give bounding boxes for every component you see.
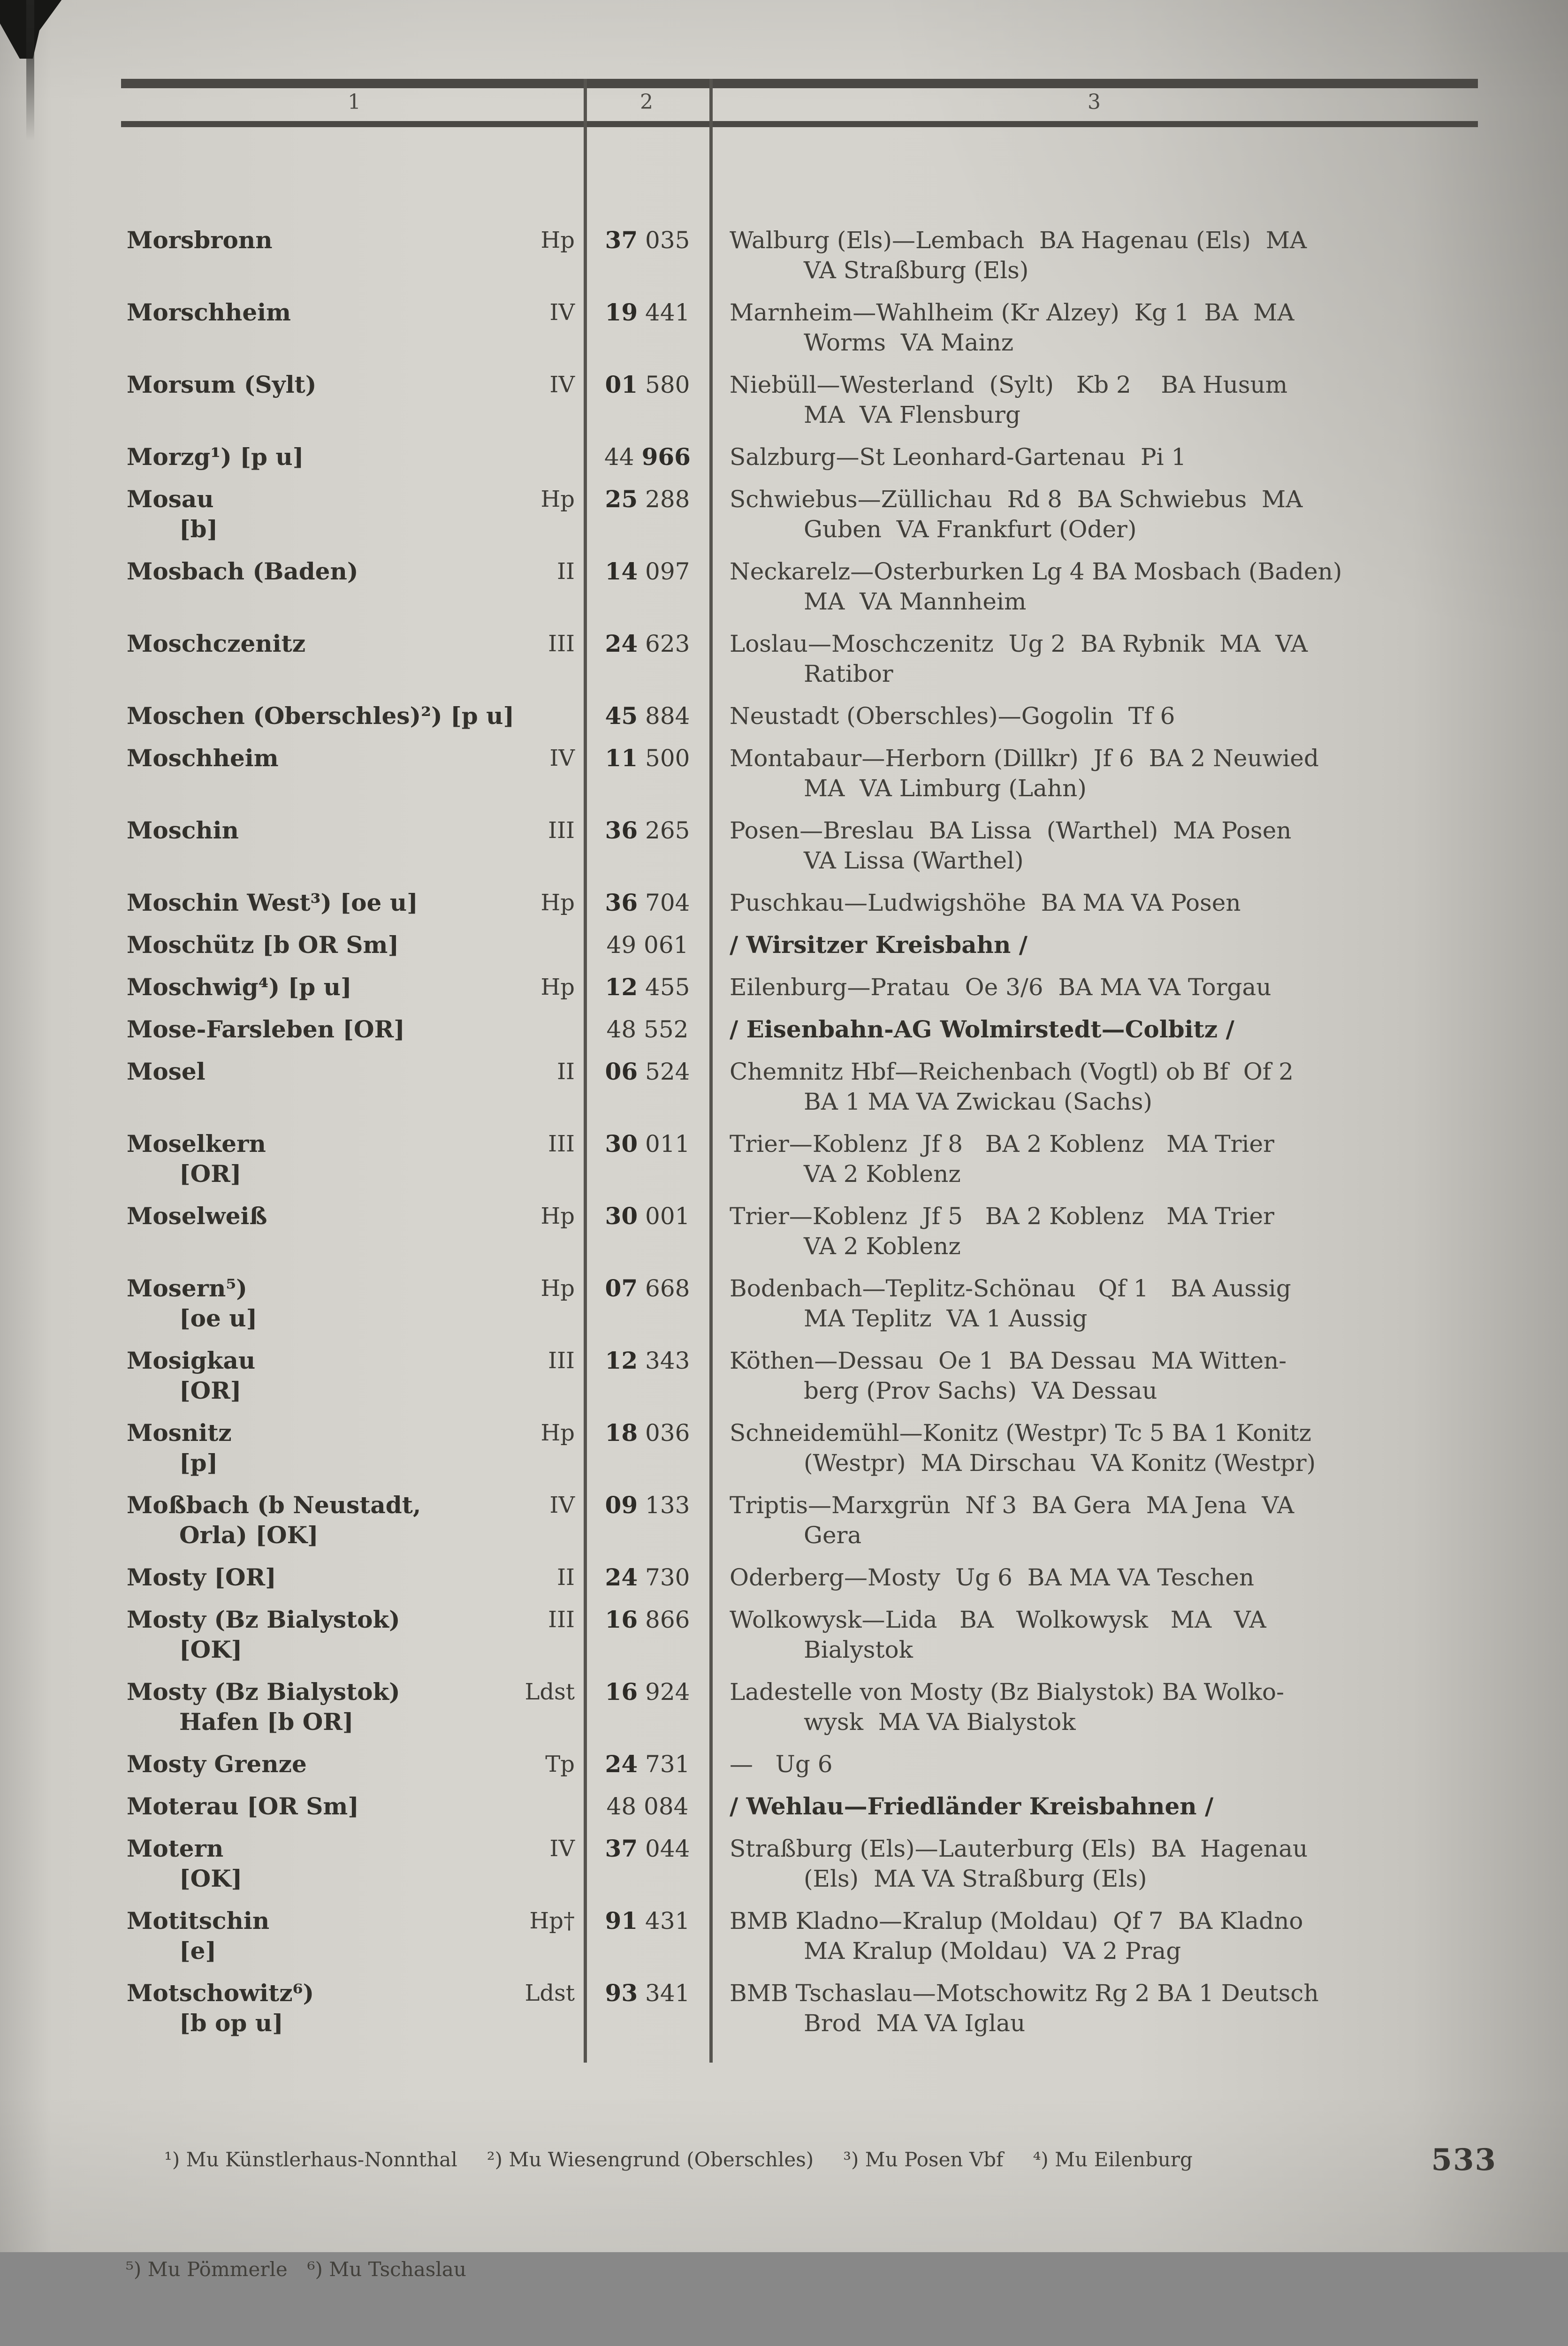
- route-info: [730, 442, 1478, 472]
- station-name-line: Mosty [OR]: [127, 1563, 276, 1591]
- route-info-line: / Wehlau—Friedländer Kreisbahnen /: [730, 1792, 1214, 1820]
- station-number-prefix: 48: [606, 1016, 637, 1043]
- route-info-line: Walburg (Els)—Lembach BA Hagenau (Els) MA: [730, 227, 1307, 254]
- station-name-line: [OR]: [179, 1377, 242, 1404]
- station-number: [589, 1906, 706, 1936]
- station-class: Ldst: [525, 1980, 575, 2006]
- route-info-line: Wolkowysk—Lida BA Wolkowysk MA VA: [730, 1606, 1266, 1633]
- route-info-line: Marnheim—Wahlheim (Kr Alzey) Kg 1 BA MA: [730, 299, 1294, 326]
- station-name-line: Moselkern: [127, 1130, 266, 1158]
- station-number: [589, 442, 706, 472]
- station-name-line: [OK]: [179, 1865, 243, 1892]
- route-info-line: Guben VA Frankfurt (Oder): [804, 516, 1137, 543]
- route-info: [730, 1201, 1478, 1261]
- station-number-suffix: 001: [645, 1203, 690, 1230]
- station-name-line: Motitschin: [127, 1907, 270, 1935]
- route-info-line: BA 1 MA VA Zwickau (Sachs): [804, 1088, 1153, 1115]
- route-info-line: (Westpr) MA Dirschau VA Konitz (Westpr): [804, 1449, 1316, 1477]
- station-number-prefix: 06: [605, 1058, 638, 1085]
- station-number-prefix: 16: [605, 1606, 638, 1633]
- station-name-line: Moschczenitz: [127, 630, 306, 657]
- station-name-line: Morsbronn: [127, 226, 273, 254]
- route-info-line: Ratibor: [804, 660, 893, 687]
- table-top-rule: [121, 79, 1478, 88]
- station-name-line: Moselweiß: [127, 1202, 267, 1230]
- station-name-line: Orla) [OK]: [179, 1521, 319, 1549]
- station-number-suffix: 455: [645, 974, 690, 1001]
- station-number: [589, 1057, 706, 1087]
- route-info-line: MA VA Flensburg: [804, 401, 1021, 428]
- route-info-line: Bialystok: [804, 1636, 913, 1663]
- table-row: [127, 556, 1478, 617]
- route-info: [730, 1346, 1478, 1406]
- station-class: Hp: [540, 974, 575, 1000]
- station-number: [589, 629, 706, 659]
- table-row: [127, 1906, 1478, 1966]
- station-number: [589, 1014, 706, 1044]
- station-number: [589, 1273, 706, 1303]
- station-number: [589, 1562, 706, 1592]
- station-name-line: [OR]: [179, 1160, 242, 1188]
- station-number-prefix: 25: [605, 485, 638, 513]
- station-name: [127, 1014, 577, 1044]
- station-number-prefix: 93: [605, 1979, 638, 2007]
- route-info: [730, 1834, 1478, 1894]
- station-number-suffix: 924: [645, 1678, 690, 1706]
- route-info-line: Schneidemühl—Konitz (Westpr) Tc 5 BA 1 Konitz: [730, 1419, 1312, 1447]
- station-name: [127, 930, 577, 960]
- table-row: [127, 701, 1478, 731]
- station-name-line: Moschheim: [127, 744, 279, 772]
- station-number-suffix: 035: [645, 227, 690, 254]
- station-number-suffix: 133: [645, 1492, 690, 1519]
- route-info: [730, 1749, 1478, 1779]
- station-number-prefix: 01: [605, 371, 638, 398]
- station-name-line: Moschin: [127, 816, 239, 844]
- station-number-suffix: 084: [644, 1793, 689, 1820]
- station-class: Hp†: [529, 1908, 575, 1934]
- page-edge-shadow: [26, 0, 34, 141]
- station-number: [589, 1201, 706, 1231]
- station-class: IV: [549, 372, 575, 398]
- station-number-suffix: 288: [645, 486, 690, 513]
- table-row: [127, 1749, 1478, 1779]
- station-name-line: Mosty (Bz Bialystok): [127, 1606, 400, 1633]
- route-info-line: MA VA Mannheim: [804, 588, 1027, 615]
- station-class: Hp: [540, 1275, 575, 1302]
- station-name-line: Morschheim: [127, 298, 291, 326]
- route-info-line: Posen—Breslau BA Lissa (Warthel) MA Posen: [730, 817, 1292, 844]
- route-info: [730, 1906, 1478, 1966]
- route-info-line: Chemnitz Hbf—Reichenbach (Vogtl) ob Bf Of 2: [730, 1058, 1294, 1085]
- station-number-suffix: 668: [645, 1275, 690, 1302]
- footnotes-line-2: ⁵) Mu Pömmerle ⁶) Mu Tschaslau: [126, 2258, 466, 2281]
- route-info-line: Brod MA VA Iglau: [804, 2010, 1026, 2037]
- table-row: [127, 629, 1478, 689]
- station-class: III: [548, 1131, 575, 1157]
- route-info-line: / Wirsitzer Kreisbahn /: [730, 931, 1028, 959]
- table-row: [127, 1562, 1478, 1592]
- station-number: [589, 930, 706, 960]
- table-row: [127, 972, 1478, 1002]
- table-header-rule: [121, 121, 1478, 127]
- route-info: [730, 1677, 1478, 1737]
- station-number-prefix: 37: [605, 1835, 638, 1862]
- station-name-line: Motern: [127, 1835, 224, 1862]
- route-info: [730, 1057, 1478, 1117]
- route-info-line: Trier—Koblenz Jf 8 BA 2 Koblenz MA Trier: [730, 1130, 1275, 1158]
- station-name-line: Mosty (Bz Bialystok): [127, 1678, 400, 1706]
- table-row: [127, 1346, 1478, 1406]
- station-number-suffix: 704: [645, 889, 690, 916]
- station-name-line: Moterau [OR Sm]: [127, 1792, 359, 1820]
- table-row: [127, 1418, 1478, 1478]
- station-number-suffix: 044: [645, 1835, 690, 1862]
- table-row: [127, 930, 1478, 960]
- route-info-line: Puschkau—Ludwigshöhe BA MA VA Posen: [730, 889, 1241, 916]
- station-number-suffix: 966: [641, 443, 691, 471]
- station-number-suffix: 431: [645, 1907, 690, 1935]
- station-number-suffix: 343: [645, 1347, 690, 1374]
- station-number: [589, 1418, 706, 1448]
- column-header-1: 1: [348, 90, 361, 114]
- route-info-line: Triptis—Marxgrün Nf 3 BA Gera MA Jena VA: [730, 1492, 1294, 1519]
- station-number-suffix: 061: [644, 931, 689, 959]
- station-number: [589, 297, 706, 328]
- station-number: [589, 815, 706, 845]
- station-name-line: Hafen [b OR]: [179, 1708, 354, 1736]
- station-class: Ldst: [525, 1679, 575, 1705]
- station-number-suffix: 866: [645, 1606, 690, 1633]
- table-row: [127, 1677, 1478, 1737]
- route-info-line: BMB Tschaslau—Motschowitz Rg 2 BA 1 Deutsch: [730, 1980, 1319, 2007]
- table-row: [127, 1057, 1478, 1117]
- station-number: [589, 225, 706, 255]
- station-number-suffix: 011: [645, 1130, 690, 1158]
- station-class: IV: [549, 745, 575, 771]
- station-number: [589, 972, 706, 1002]
- route-info: [730, 888, 1478, 918]
- station-number-suffix: 341: [645, 1980, 690, 2007]
- station-number: [589, 556, 706, 586]
- route-info-line: (Els) MA VA Straßburg (Els): [804, 1865, 1147, 1892]
- route-info-line: MA VA Limburg (Lahn): [804, 775, 1087, 802]
- station-table-body: [127, 225, 1478, 2050]
- table-row: [127, 815, 1478, 876]
- station-number-prefix: 12: [605, 973, 638, 1001]
- table-row: [127, 442, 1478, 472]
- route-info: [730, 629, 1478, 689]
- route-info: [730, 556, 1478, 617]
- station-number-suffix: 500: [645, 745, 690, 772]
- table-row: [127, 1978, 1478, 2038]
- station-number-suffix: 884: [645, 702, 690, 730]
- station-name-line: Mosty Grenze: [127, 1750, 307, 1778]
- station-number-prefix: 24: [605, 1563, 638, 1591]
- route-info-line: Oderberg—Mosty Ug 6 BA MA VA Teschen: [730, 1564, 1255, 1591]
- route-info: [730, 1418, 1478, 1478]
- station-class: III: [548, 1607, 575, 1633]
- station-class: III: [548, 817, 575, 844]
- station-name-line: Morzg¹) [p u]: [127, 443, 304, 471]
- station-name-line: [b]: [179, 515, 218, 543]
- route-info-line: Schwiebus—Züllichau Rd 8 BA Schwiebus MA: [730, 486, 1303, 513]
- route-info-line: VA 2 Koblenz: [804, 1160, 961, 1188]
- route-info-line: Eilenburg—Pratau Oe 3/6 BA MA VA Torgau: [730, 974, 1271, 1001]
- table-row: [127, 1834, 1478, 1894]
- station-number-prefix: 48: [606, 1793, 637, 1820]
- station-name-line: Mosnitz: [127, 1419, 232, 1447]
- route-info-line: Worms VA Mainz: [804, 329, 1014, 356]
- station-class: Hp: [540, 486, 575, 512]
- station-number-suffix: 441: [645, 299, 690, 326]
- route-info: [730, 930, 1478, 960]
- table-row: [127, 1273, 1478, 1333]
- station-number-prefix: 30: [605, 1130, 638, 1158]
- station-number: [589, 1791, 706, 1821]
- station-class: Hp: [540, 227, 575, 253]
- station-class: Tp: [545, 1751, 575, 1777]
- station-number-suffix: 265: [645, 817, 690, 844]
- table-row: [127, 1791, 1478, 1821]
- station-number-prefix: 16: [605, 1678, 638, 1706]
- station-name-line: Moschen (Oberschles)²) [p u]: [127, 702, 515, 730]
- station-number-suffix: 731: [645, 1751, 690, 1778]
- route-info-line: Bodenbach—Teplitz-Schönau Qf 1 BA Aussig: [730, 1275, 1291, 1302]
- station-number-prefix: 18: [605, 1419, 638, 1447]
- station-name-line: Mosbach (Baden): [127, 557, 358, 585]
- station-name-line: [b op u]: [179, 2009, 283, 2037]
- station-class: IV: [549, 1836, 575, 1862]
- station-name: [127, 1791, 577, 1821]
- station-number: [589, 701, 706, 731]
- station-class: II: [557, 558, 575, 585]
- route-info-line: MA Kralup (Moldau) VA 2 Prag: [804, 1937, 1181, 1965]
- route-info-line: berg (Prov Sachs) VA Dessau: [804, 1377, 1157, 1404]
- station-number: [589, 1605, 706, 1635]
- route-info-line: Köthen—Dessau Oe 1 BA Dessau MA Witten-: [730, 1347, 1287, 1374]
- station-number: [589, 1978, 706, 2008]
- station-number-prefix: 11: [605, 744, 638, 772]
- route-info-line: BMB Kladno—Kralup (Moldau) Qf 7 BA Kladno: [730, 1907, 1303, 1935]
- station-number-prefix: 45: [605, 702, 638, 730]
- station-number: [589, 888, 706, 918]
- station-number-suffix: 730: [645, 1564, 690, 1591]
- route-info-line: Straßburg (Els)—Lauterburg (Els) BA Hagenau: [730, 1835, 1308, 1862]
- route-info: [730, 972, 1478, 1002]
- station-class: III: [548, 631, 575, 657]
- station-number-prefix: 44: [604, 443, 634, 471]
- route-info-line: Trier—Koblenz Jf 5 BA 2 Koblenz MA Trier: [730, 1203, 1275, 1230]
- station-name-line: Mose-Farsleben [OR]: [127, 1015, 405, 1043]
- route-info: [730, 1129, 1478, 1189]
- table-row: [127, 484, 1478, 544]
- station-class: IV: [549, 1492, 575, 1518]
- station-name-line: Motschowitz⁶): [127, 1979, 314, 2007]
- station-number-suffix: 036: [645, 1419, 690, 1447]
- station-class: Hp: [540, 1203, 575, 1229]
- route-info-line: Montabaur—Herborn (Dillkr) Jf 6 BA 2 Neuwied: [730, 745, 1319, 772]
- route-info-line: Salzburg—St Leonhard-Gartenau Pi 1: [730, 443, 1187, 471]
- table-row: [127, 225, 1478, 285]
- station-number: [589, 484, 706, 514]
- station-class: III: [548, 1348, 575, 1374]
- route-info-line: VA Lissa (Warthel): [804, 847, 1024, 874]
- station-name-line: [e]: [179, 1937, 217, 1965]
- station-number: [589, 1346, 706, 1376]
- station-number-prefix: 30: [605, 1202, 638, 1230]
- route-info: [730, 370, 1478, 430]
- station-number-prefix: 24: [605, 1750, 638, 1778]
- page-number: 533: [1431, 2142, 1497, 2178]
- station-number: [589, 1834, 706, 1864]
- table-row: [127, 370, 1478, 430]
- table-row: [127, 888, 1478, 918]
- station-class: Hp: [540, 890, 575, 916]
- column-header-3: 3: [1088, 90, 1101, 114]
- station-number-suffix: 097: [645, 558, 690, 585]
- station-name-line: Mosel: [127, 1058, 206, 1085]
- route-info: [730, 1014, 1478, 1044]
- station-name-line: Mosigkau: [127, 1347, 256, 1374]
- station-name-line: Mosau: [127, 485, 214, 513]
- page-corner-shadow: [0, 0, 82, 59]
- table-row: [127, 1201, 1478, 1261]
- station-number-suffix: 552: [644, 1016, 689, 1043]
- station-class: Hp: [540, 1420, 575, 1446]
- route-info-line: Ladestelle von Mosty (Bz Bialystok) BA Wolko-: [730, 1678, 1285, 1706]
- route-info: [730, 484, 1478, 544]
- station-number: [589, 1749, 706, 1779]
- route-info-line: VA Straßburg (Els): [804, 257, 1029, 284]
- station-number-suffix: 623: [645, 630, 690, 657]
- station-name-line: Mosern⁵): [127, 1274, 247, 1302]
- route-info-line: Loslau—Moschczenitz Ug 2 BA Rybnik MA VA: [730, 630, 1308, 657]
- station-name-line: [oe u]: [179, 1304, 258, 1332]
- route-info-line: MA Teplitz VA 1 Aussig: [804, 1305, 1088, 1332]
- station-number-prefix: 14: [605, 557, 638, 585]
- station-name-line: Morsum (Sylt): [127, 371, 317, 398]
- route-info: [730, 743, 1478, 803]
- route-info: [730, 225, 1478, 285]
- station-name-line: [p]: [179, 1449, 218, 1477]
- station-number-prefix: 07: [605, 1274, 638, 1302]
- station-name-line: Moschwig⁴) [p u]: [127, 973, 352, 1001]
- station-name: [127, 442, 577, 472]
- station-name-line: Moschütz [b OR Sm]: [127, 931, 399, 959]
- table-row: [127, 743, 1478, 803]
- route-info-line: / Eisenbahn-AG Wolmirstedt—Colbitz /: [730, 1015, 1234, 1043]
- table-row: [127, 1129, 1478, 1189]
- station-number-prefix: 09: [605, 1491, 638, 1519]
- station-number: [589, 1677, 706, 1707]
- route-info-line: Gera: [804, 1522, 862, 1549]
- station-number-prefix: 12: [605, 1347, 638, 1374]
- station-number-prefix: 19: [605, 298, 638, 326]
- route-info: [730, 297, 1478, 358]
- station-number: [589, 743, 706, 773]
- route-info-line: Neckarelz—Osterburken Lg 4 BA Mosbach (Baden): [730, 558, 1342, 585]
- route-info-line: — Ug 6: [730, 1751, 833, 1778]
- route-info-line: Neustadt (Oberschles)—Gogolin Tf 6: [730, 702, 1175, 730]
- route-info: [730, 701, 1478, 731]
- station-number-prefix: 37: [605, 226, 638, 254]
- station-number-suffix: 524: [645, 1058, 690, 1085]
- station-class: IV: [549, 299, 575, 326]
- station-number: [589, 1129, 706, 1159]
- route-info: [730, 815, 1478, 876]
- route-info: [730, 1605, 1478, 1665]
- station-number: [589, 370, 706, 400]
- station-number: [589, 1490, 706, 1520]
- station-class: II: [557, 1059, 575, 1085]
- station-number-prefix: 49: [606, 931, 637, 959]
- route-info-line: wysk MA VA Bialystok: [804, 1708, 1076, 1736]
- station-class: II: [557, 1564, 575, 1591]
- station-number-prefix: 24: [605, 630, 638, 657]
- route-info-line: Niebüll—Westerland (Sylt) Kb 2 BA Husum: [730, 371, 1288, 398]
- footnotes-line-1: ¹) Mu Künstlerhaus-Nonnthal ²) Mu Wiesengrund (Oberschles) ³) Mu Posen Vbf ⁴) Mu Eilenburg: [164, 2148, 1193, 2171]
- column-header-2: 2: [640, 90, 653, 114]
- station-name-line: [OK]: [179, 1636, 243, 1663]
- route-info: [730, 1490, 1478, 1550]
- station-name-line: Moßbach (b Neustadt,: [127, 1491, 421, 1519]
- route-info: [730, 1978, 1478, 2038]
- route-info: [730, 1562, 1478, 1592]
- station-number-prefix: 36: [605, 889, 638, 916]
- footnotes: [126, 2068, 1482, 2346]
- route-info: [730, 1791, 1478, 1821]
- station-number-suffix: 580: [645, 371, 690, 398]
- route-info-line: VA 2 Koblenz: [804, 1233, 961, 1260]
- table-row: [127, 297, 1478, 358]
- route-info: [730, 1273, 1478, 1333]
- station-number-prefix: 36: [605, 816, 638, 844]
- station-name-line: Moschin West³) [oe u]: [127, 889, 418, 916]
- station-name: [127, 701, 577, 731]
- station-number-prefix: 91: [605, 1907, 638, 1935]
- table-row: [127, 1490, 1478, 1550]
- table-row: [127, 1605, 1478, 1665]
- table-row: [127, 1014, 1478, 1044]
